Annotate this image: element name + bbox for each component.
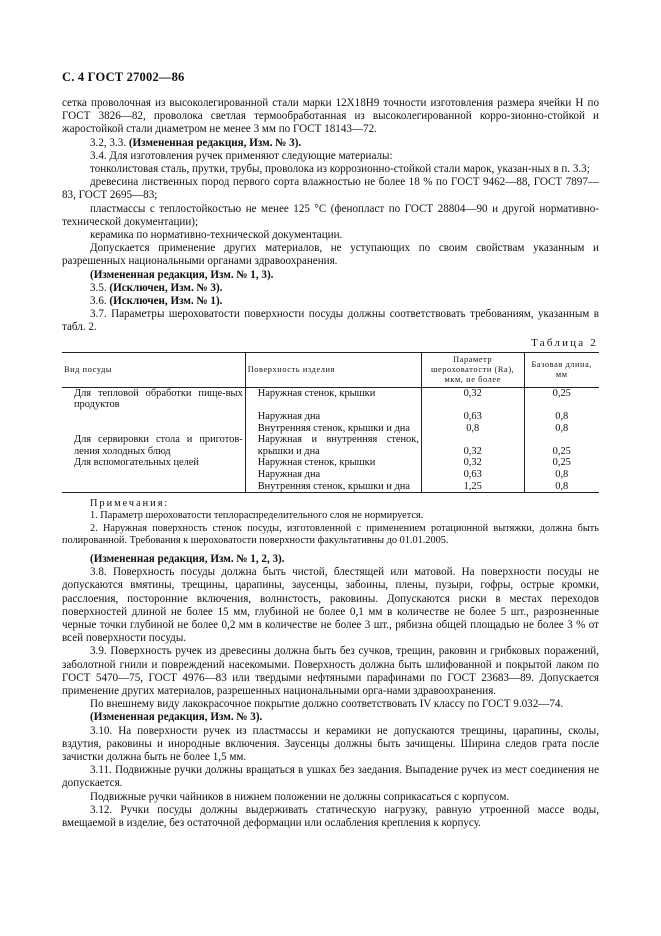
paragraph-lacquer: По внешнему виду лакокрасочное покрытие должно соответствовать IV классу по ГОСТ 9.032—74. [90,698,564,711]
table-notes [62,498,599,547]
amendment-note: (Измененная редакция, Изм. № 3). [90,711,263,724]
paragraph-mesh: сетка проволочная из высоколегированной стали марки 12Х18Н9 точности изготовления размера ячейки Н по ГОСТ 3826—82, проволока светлая термообработанная из высоколегированной корро-зионно-стойкой и жаростойкой стали диаметром не менее 3 мм по ГОСТ 18143—72. [62,97,599,136]
roughness-table [62,352,599,493]
table-header: Вид посуды [62,352,245,387]
paragraph-other-materials: Допускается применение других материалов, не уступающих по своим свойствам указанным и разрешенных национальными органами здравоохранения. [62,242,599,268]
note-item: 1. Параметр шероховатости теплораспределительного слоя не нормируется. [90,510,424,522]
paragraph-wood: древесина лиственных пород первого сорта влажностью не более 18 % по ГОСТ 9462—88, ГОСТ 7897—83, ГОСТ 2695—83; [62,176,599,202]
paragraph-3-2: 3.2, 3.3. (Измененная редакция, Изм. № 3). [90,136,302,149]
paragraph-3-12: 3.12. Ручки посуды должны выдерживать статическую нагрузку, равную утроенной массе воды, вмещаемой в изделие, без остаточной деформации или ослабления крепления к корпусу. [62,803,599,830]
paragraph-plastic: пластмассы с теплостойкостью не менее 125 °С (фенопласт по ГОСТ 28804—90 и другой нормативно-технической документации); [62,202,599,228]
paragraph-ceramic: керамика по нормативно-технической документации. [90,229,343,242]
table-row: Внутренняя стенок, крышки и дна 0,8 0,8 [62,423,599,435]
paragraph-3-7: 3.7. Параметры шероховатости поверхности посуды должны соответствовать требованиям, указанным в табл. 2. [62,308,599,334]
document-body [62,97,599,830]
paragraph-3-4: 3.4. Для изготовления ручек применяют следующие материалы: [90,149,393,162]
paragraph-steel: тонколистовая сталь, прутки, трубы, проволока из коррозионно-стойкой стали марок, указан-ных в п. 3.3; [90,163,590,176]
amendment-note: (Измененная редакция, Изм. № 1, 3). [90,268,274,281]
paragraph-3-10: 3.10. На поверхности ручек из пластмассы и керамики не допускаются трещины, царапины, сколы, вздутия, раковины и инородные включения. Заусенцы должны быть зачищены. Ширина следов грата после зачистки должна быть не более 1,5 мм. [62,724,599,764]
table-row: Наружная дна 0,63 0,8 [62,411,599,423]
paragraph-3-6: 3.6. (Исключен, Изм. № 1). [90,295,223,308]
paragraph-3-11: 3.11. Подвижные ручки должны вращаться в ушках без заедания. Выпадение ручек из мест соединения не допускается. [62,764,599,790]
table-row: Внутренняя стенок, крышки и дна 1,25 0,8 [62,481,599,493]
table-header: Поверхность изделия [245,352,421,387]
amendment-note: (Измененная редакция, Изм. № 1, 2, 3). [90,553,285,566]
page-header: С. 4 ГОСТ 27002—86 [62,70,185,84]
paragraph-3-5: 3.5. (Исключен, Изм. № 3). [90,281,223,294]
table-row: Наружная дна 0,63 0,8 [62,469,599,481]
note-item: 2. Наружная поверхность стенок посуды, изготовленной с применением ротационной вытяжки, должна быть полированной. Требования к шероховатости поверхности факультативны до 01.01.2005. [62,522,599,546]
table-row: Для вспомогательных целей Наружная стенок, крышки 0,32 0,25 [62,457,599,469]
paragraph-kettle-handles: Подвижные ручки чайников в нижнем положении не должны соприкасаться с корпусом. [90,790,510,803]
paragraph-3-8: 3.8. Поверхность посуды должна быть чистой, блестящей или матовой. На поверхности посуды не допускаются вмятины, трещины, царапины, заусенцы, забоины, плены, пузыри, гофры, острые кромки, расслоения, посторонние включения, волнистость, раковины. Допускаются риски в местах переходов поверхностей длиной не более 15 мм, глубиной не более 0,1 мм в количестве не более 5 шт., разрозненные черные точки глубиной не более 0,2 мм в количестве не более 3 шт., рябизна общей площадью не более 3 % от всей поверхности посуды. [62,566,599,645]
table-title: Таблица 2 [531,336,598,349]
paragraph-3-9: 3.9. Поверхность ручек из древесины должна быть без сучков, трещин, раковин и грибковых поражений, заболотной гнили и повреждений насекомыми. Поверхность должна быть шлифованной и покрытой лаком по ГОСТ 5470—75, ГОСТ 4976—83 или твердыми нефтяными парафинами по ГОСТ 23683—89. Допускается применение других материалов, разрешенных национальными орга-нами здравоохранения. [62,645,599,698]
table-row: Для тепловой обработки пище-вых продуктов Наружная стенок, крышки 0,32 0,25 [62,387,599,411]
notes-title: Примечания: [90,498,170,510]
table-row: Для сервировки стола и приготов-ления холодных блюд Наружная и внутренняя стенок, крышки и дна 0,32 0,25 [62,434,599,457]
table-header: Базовая длина, мм [524,352,599,387]
table-header: Параметр шероховатости (Ra), мкм, не более [421,352,524,387]
